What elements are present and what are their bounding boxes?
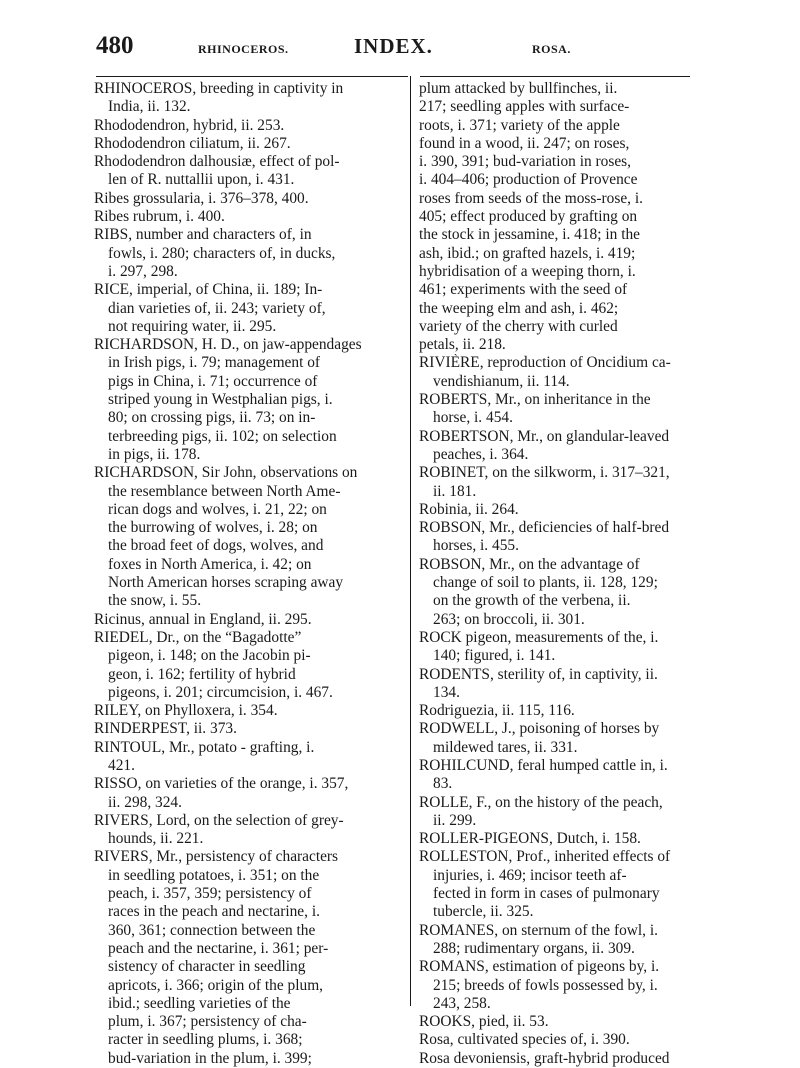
- index-entry-line: change of soil to plants, ii. 128, 129;: [433, 574, 658, 592]
- index-entry: [419, 391, 694, 428]
- index-entry-line: found in a wood, ii. 247; on roses,: [419, 134, 630, 152]
- index-entry-line: ii. 181.: [433, 482, 477, 500]
- index-entry-line: i. 404–406; production of Provence: [419, 171, 638, 189]
- index-entry-line: 461; experiments with the seed of: [419, 281, 628, 299]
- left-running-head: RHINOCEROS.: [198, 42, 289, 56]
- index-entry-line: ROOKS, pied, ii. 53.: [419, 1013, 549, 1031]
- index-entry: [94, 281, 386, 336]
- index-entry-line: ROBERTSON, Mr., on glandular-leaved: [419, 427, 670, 445]
- index-entry: [419, 556, 694, 629]
- index-entry: [419, 1031, 694, 1049]
- index-entry: [419, 757, 694, 794]
- index-entry-line: ii. 299.: [433, 811, 477, 829]
- index-entry-line: ROBSON, Mr., deficiencies of half-bred: [419, 519, 670, 537]
- index-entry: [419, 519, 694, 556]
- index-entry-line: plum attacked by bullfinches, ii.: [419, 80, 618, 97]
- index-entry-line: vendishianum, ii. 114.: [433, 372, 570, 390]
- index-entry-line: 360, 361; connection between the: [108, 921, 316, 939]
- index-entry-line: Rhododendron ciliatum, ii. 267.: [94, 134, 291, 152]
- index-entry-line: 421.: [108, 756, 135, 774]
- index-entry-line: peaches, i. 364.: [433, 445, 529, 463]
- index-entry-line: RISSO, on varieties of the orange, i. 357,: [94, 775, 349, 793]
- index-entry: [94, 208, 386, 226]
- index-entry-line: Rosa devoniensis, graft-hybrid produced: [419, 1049, 670, 1067]
- index-entry-line: bud-variation in the plum, i. 399;: [108, 1049, 312, 1067]
- index-entry-line: India, ii. 132.: [108, 98, 191, 116]
- index-entry-line: 288; rudimentary organs, ii. 309.: [433, 939, 635, 957]
- index-entry-line: RODWELL, J., poisoning of horses by: [419, 720, 660, 738]
- index-entry: [419, 666, 694, 703]
- index-entry: [94, 464, 386, 610]
- index-entry-line: ROLLE, F., on the history of the peach,: [419, 793, 663, 811]
- index-entry: [94, 226, 386, 281]
- index-entry: [94, 190, 386, 208]
- index-entry: [419, 1013, 694, 1031]
- index-entry-line: ii. 298, 324.: [108, 793, 182, 811]
- index-entry-line: ROMANES, on sternum of the fowl, i.: [419, 921, 658, 939]
- index-entry-line: petals, ii. 218.: [419, 336, 506, 354]
- index-entry: [94, 739, 386, 776]
- index-entry-line: hounds, ii. 221.: [108, 830, 204, 848]
- index-entry-line: plum, i. 367; persistency of cha-: [108, 1013, 307, 1031]
- right-index-column: [419, 80, 694, 1068]
- index-entry-line: ROBSON, Mr., on the advantage of: [419, 555, 640, 573]
- index-entry: [419, 830, 694, 848]
- index-entry-line: ROCK pigeon, measurements of the, i.: [419, 628, 659, 646]
- index-entry: [94, 117, 386, 135]
- index-entry-line: Rodriguezia, ii. 115, 116.: [419, 702, 575, 720]
- index-entry-line: ROLLER-PIGEONS, Dutch, i. 158.: [419, 830, 641, 848]
- index-entry-line: hybridisation of a weeping thorn, i.: [419, 262, 636, 280]
- index-entry-line: Rosa, cultivated species of, i. 390.: [419, 1031, 630, 1049]
- index-entry-line: dian varieties of, ii. 243; variety of,: [108, 299, 326, 317]
- index-entry-line: roots, i. 371; variety of the apple: [419, 116, 620, 134]
- column-divider: [410, 76, 411, 1006]
- index-entry-line: Ribes rubrum, i. 400.: [94, 208, 225, 226]
- index-entry-line: i. 390, 391; bud-variation in roses,: [419, 153, 632, 171]
- index-entry: [419, 922, 694, 959]
- index-entry-line: peach, i. 357, 359; persistency of: [108, 885, 312, 903]
- index-entry-line: ROBERTS, Mr., on inheritance in the: [419, 391, 651, 409]
- header-rule-right: [420, 76, 690, 77]
- index-entry-line: pigeons, i. 201; circumcision, i. 467.: [108, 683, 333, 701]
- index-entry-line: 405; effect produced by grafting on: [419, 208, 638, 226]
- index-entry-line: pigeon, i. 148; on the Jacobin pi-: [108, 647, 311, 665]
- index-entry-line: in seedling potatoes, i. 351; on the: [108, 866, 320, 884]
- index-entry: [94, 848, 386, 1068]
- index-entry-line: roses from seeds of the moss-rose, i.: [419, 189, 643, 207]
- index-entry-line: RHINOCEROS, breeding in captivity in: [94, 80, 344, 97]
- index-entry-line: Rhododendron dalhousiæ, effect of pol-: [94, 153, 340, 171]
- index-entry-line: geon, i. 162; fertility of hybrid: [108, 665, 296, 683]
- index-entry-line: variety of the cherry with curled: [419, 317, 618, 335]
- index-entry: [94, 153, 386, 190]
- page-title: INDEX.: [354, 34, 433, 58]
- index-entry-line: 140; figured, i. 141.: [433, 647, 556, 665]
- index-entry-line: RIVERS, Mr., persistency of characters: [94, 848, 339, 866]
- index-entry-line: ash, ibid.; on grafted hazels, i. 419;: [419, 244, 636, 262]
- index-entry-line: the weeping elm and ash, i. 462;: [419, 299, 619, 317]
- index-entry-line: races in the peach and nectarine, i.: [108, 903, 320, 921]
- index-entry: [419, 80, 694, 354]
- index-entry-line: ROHILCUND, feral humped cattle in, i.: [419, 756, 668, 774]
- index-entry-line: rican dogs and wolves, i. 21, 22; on: [108, 500, 327, 518]
- index-entry-line: Ribes grossularia, i. 376–378, 400.: [94, 189, 309, 207]
- index-entry-line: the stock in jessamine, i. 418; in the: [419, 226, 640, 244]
- index-entry-line: tubercle, ii. 325.: [433, 903, 534, 921]
- index-entry-line: on the growth of the verbena, ii.: [433, 592, 631, 610]
- index-entry: [419, 720, 694, 757]
- index-entry-line: the resemblance between North Ame-: [108, 482, 341, 500]
- index-entry-line: striped young in Westphalian pigs, i.: [108, 391, 333, 409]
- index-entry-line: 83.: [433, 775, 453, 793]
- index-entry-line: 263; on broccoli, ii. 301.: [433, 610, 585, 628]
- index-entry-line: i. 297, 298.: [108, 262, 178, 280]
- index-entry-line: 134.: [433, 683, 460, 701]
- index-entry-line: RICHARDSON, Sir John, observations on: [94, 464, 358, 482]
- index-entry-line: injuries, i. 469; incisor teeth af-: [433, 866, 627, 884]
- index-entry-line: Robinia, ii. 264.: [419, 500, 519, 518]
- index-entry: [419, 1050, 694, 1068]
- index-entry-line: terbreeding pigs, ii. 102; on selection: [108, 427, 337, 445]
- index-entry-line: in pigs, ii. 178.: [108, 445, 201, 463]
- index-entry: [94, 135, 386, 153]
- index-entry-line: fected in form in cases of pulmonary: [433, 885, 660, 903]
- index-entry-line: apricots, i. 366; origin of the plum,: [108, 976, 324, 994]
- index-entry: [419, 629, 694, 666]
- index-entry: [94, 812, 386, 849]
- index-entry-line: peach and the nectarine, i. 361; per-: [108, 939, 329, 957]
- index-entry: [94, 611, 386, 629]
- index-entry-line: RIVERS, Lord, on the selection of grey-: [94, 811, 344, 829]
- index-entry-line: ROLLESTON, Prof., inherited effects of: [419, 848, 671, 866]
- index-entry: [419, 848, 694, 921]
- index-entry-line: not requiring water, ii. 295.: [108, 317, 277, 335]
- index-entry-line: 243, 258.: [433, 994, 491, 1012]
- index-entry: [94, 629, 386, 702]
- index-entry: [94, 702, 386, 720]
- index-entry-line: RIEDEL, Dr., on the “Bagadotte”: [94, 628, 302, 646]
- index-entry: [94, 336, 386, 464]
- index-entry-line: RIBS, number and characters of, in: [94, 226, 312, 244]
- index-entry: [419, 464, 694, 501]
- index-entry: [419, 428, 694, 465]
- index-entry-line: Ricinus, annual in England, ii. 295.: [94, 610, 312, 628]
- page-number: 480: [96, 32, 134, 59]
- index-entry: [419, 958, 694, 1013]
- index-entry-line: horses, i. 455.: [433, 537, 519, 555]
- index-entry-line: RIVIÈRE, reproduction of Oncidium ca-: [419, 354, 671, 372]
- left-index-column: [94, 80, 386, 1068]
- index-entry-line: sistency of character in seedling: [108, 958, 306, 976]
- index-entry-line: fowls, i. 280; characters of, in ducks,: [108, 244, 336, 262]
- index-entry-line: len of R. nuttallii upon, i. 431.: [108, 171, 295, 189]
- index-entry-line: in Irish pigs, i. 79; management of: [108, 354, 321, 372]
- index-entry-line: RINDERPEST, ii. 373.: [94, 720, 237, 738]
- page-header: [96, 30, 696, 70]
- index-entry-line: RICE, imperial, of China, ii. 189; In-: [94, 281, 323, 299]
- index-entry-line: foxes in North America, i. 42; on: [108, 555, 312, 573]
- index-entry: [94, 720, 386, 738]
- index-entry-line: North American horses scraping away: [108, 574, 344, 592]
- index-entry-line: 215; breeds of fowls possessed by, i.: [433, 976, 658, 994]
- index-entry-line: the broad feet of dogs, wolves, and: [108, 537, 324, 555]
- header-rule-left: [96, 76, 408, 77]
- index-entry-line: mildewed tares, ii. 331.: [433, 738, 578, 756]
- index-entry-line: RODENTS, sterility of, in captivity, ii.: [419, 665, 658, 683]
- index-entry-line: pigs in China, i. 71; occurrence of: [108, 372, 318, 390]
- index-entry-line: ibid.; seedling varieties of the: [108, 994, 291, 1012]
- index-entry: [94, 80, 386, 117]
- right-running-head: ROSA.: [532, 42, 571, 56]
- index-entry-line: RILEY, on Phylloxera, i. 354.: [94, 702, 278, 720]
- index-entry-line: 80; on crossing pigs, ii. 73; on in-: [108, 409, 316, 427]
- index-entry: [419, 794, 694, 831]
- index-entry-line: Rhododendron, hybrid, ii. 253.: [94, 116, 285, 134]
- index-entry-line: racter in seedling plums, i. 368;: [108, 1031, 303, 1049]
- index-entry-line: RICHARDSON, H. D., on jaw-appendages: [94, 336, 362, 354]
- index-entry-line: horse, i. 454.: [433, 409, 513, 427]
- index-entry-line: 217; seedling apples with surface-: [419, 98, 630, 116]
- index-entry-line: ROBINET, on the silkworm, i. 317–321,: [419, 464, 670, 482]
- index-entry-line: the snow, i. 55.: [108, 592, 202, 610]
- index-entry: [419, 501, 694, 519]
- index-entry-line: ROMANS, estimation of pigeons by, i.: [419, 958, 660, 976]
- index-entry-line: the burrowing of wolves, i. 28; on: [108, 519, 318, 537]
- index-entry: [419, 702, 694, 720]
- index-entry: [419, 354, 694, 391]
- index-entry: [94, 775, 386, 812]
- index-entry-line: RINTOUL, Mr., potato - grafting, i.: [94, 738, 315, 756]
